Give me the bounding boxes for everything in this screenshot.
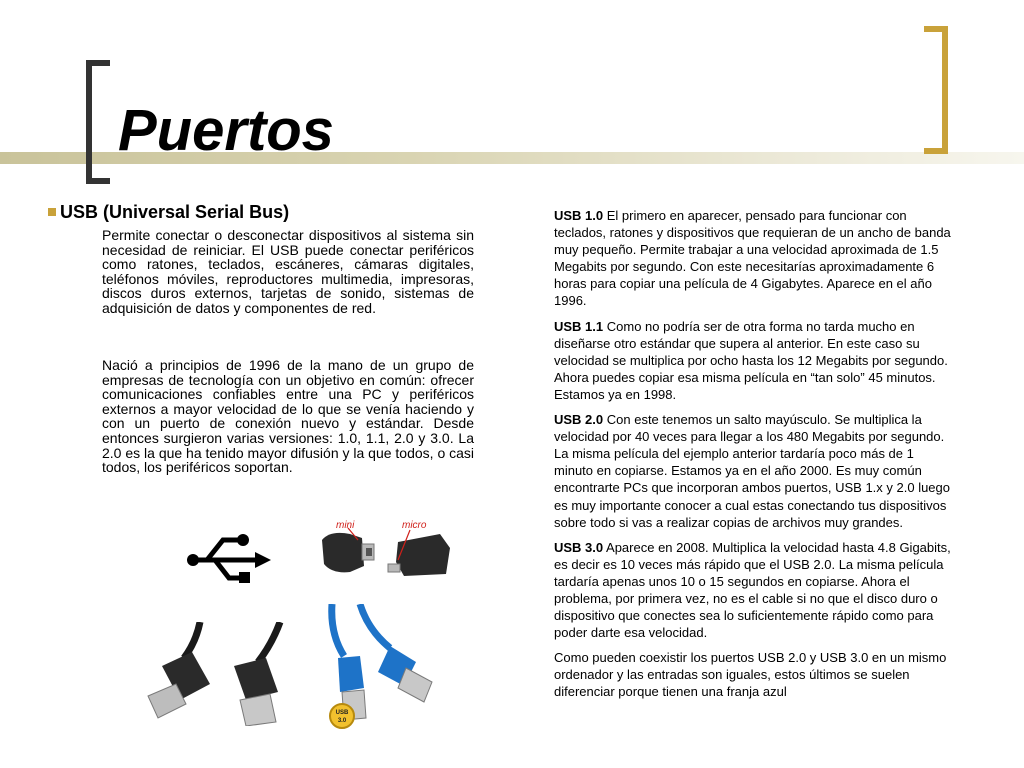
usb-1-1-text: Como no podría ser de otra forma no tarda mucho en diseñarse otro estándar que supera al anterior. En este caso su velocidad se multiplica por ocho hasta los 12 Megabits por segundo. Ahora puedes copiar esa misma película en “tan solo” 45 minutos. Estamos ya en 1998. [554,318,948,402]
usb-2-0-paragraph [554,411,954,531]
paragraph-description: Permite conectar o desconectar dispositivos al sistema sin necesidad de reiniciar. El USB puede conectar periféricos como ratones, teclados, escáneres, cámaras digitales, teléfonos móviles, reproductores multimedia, impresoras, discos duros externos, tarjetas de sonido, sistemas de adquisición de datos y componentes de red. [102,227,474,316]
usb-1-1-paragraph [554,318,954,403]
usb-3-0-label: USB 3.0 [554,539,604,555]
usb-badge-version: 3.0 [337,718,347,724]
closing-paragraph: Como pueden coexistir los puertos USB 2.0 y USB 3.0 en un mismo ordenador y las entradas son iguales, estos últimos se suelen diferenciar porque tienen una franja azul [554,650,947,700]
paragraph-history: Nació a principios de 1996 de la mano de un grupo de empresas de tecnología con un objetivo en común: ofrecer comunicaciones confiables entre una PC y periféricos externos a mayor velocidad de lo que se venía haciendo y con un puerto de conexión nuevo y estándar. Desde entonces surgieron varias versiones: 1.0, 1.1, 2.0 y 3.0. La 2.0 es la que ha tenido mayor difusión y la que todos, o casi todos, los periféricos soportan. [102,357,475,476]
usb-1-0-label: USB 1.0 [554,208,604,223]
left-bracket-decoration [86,60,110,184]
usb-1-0-paragraph [554,207,954,310]
usb-symbol-icon [185,530,275,586]
slide-title: Puertos [118,98,334,163]
bullet-heading [48,201,289,223]
right-bracket-decoration [924,26,948,154]
usb-3-0-paragraph [554,539,954,642]
usb-1-0-text: El primero en aparecer, pensado para funcionar con teclados, ratones y dispositivos que requieran de un ancho de banda muy pequeño. Permite trabajar a una velocidad aproximada de 1.5 Megabits por segundo. Con este necesitarías aproximadamente 6 horas para copiar una película de 4 Gigabytes. Aparece en el año 1996. [554,208,951,309]
usb-2-0-label: USB 2.0 [554,412,604,428]
usb-3-0-text: Aparece en 2008. Multiplica la velocidad hasta 4.8 Gigabits, es decir es 10 veces más rápido que el USB 2.0. La misma película tardaría apenas unos 10 o 15 segundos en copiarse. Ahora el problema, por primera vez, no es el cable si no que el disco duro o dispositivo que conectes sea lo suficientemente rápido como para poder darte esa velocidad. [554,539,951,641]
micro-label: micro [402,520,427,531]
usb-2-0-text: Con este tenemos un salto mayúsculo. Se multiplica la velocidad por 40 veces para llegar a los 480 Megabits por segundo. La misma película del ejemplo anterior tardaría poco más de 1 minuto en copiarse. Estamos ya en el año 2000. Es muy común encontrarte PCs que incorporan ambos puertos, USB 1.x y 2.0 luego es muy importante conocer a cual estas conectando tus dispositivos sobre todo si vas a realizar copias de archivos muy grandes. [554,412,950,530]
mini-micro-connectors-image [320,518,454,584]
usb-3-badge-icon [330,704,354,728]
usb-1-1-label: USB 1.1 [554,318,604,334]
usb-badge-label: USB [335,710,349,716]
usb-2-cable-image [140,622,292,726]
mini-label: mini [336,520,355,531]
bullet-heading-text: USB (Universal Serial Bus) [60,202,290,222]
usb-versions-column [554,207,954,709]
bullet-square-icon [48,208,56,216]
usb-3-cable-image [320,604,454,732]
